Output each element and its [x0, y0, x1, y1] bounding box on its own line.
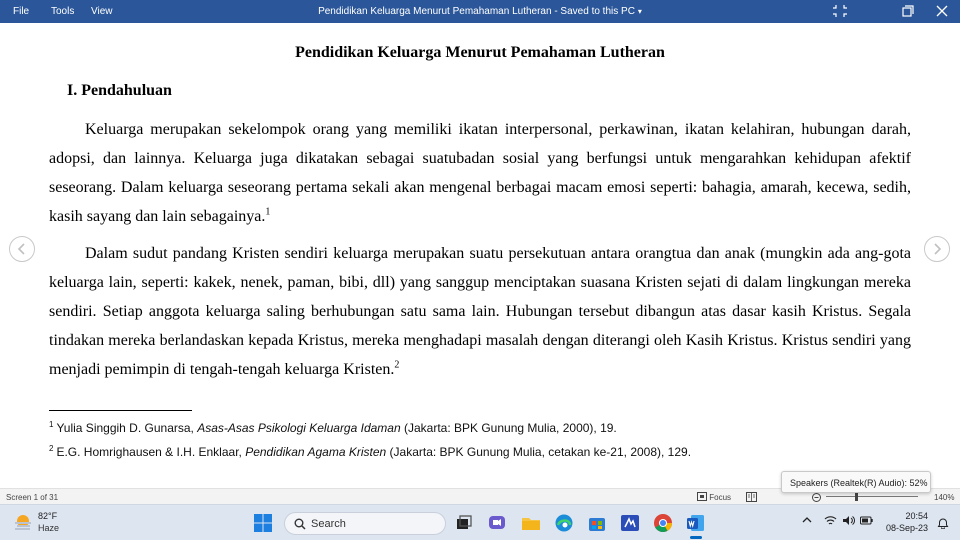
- read-mode-icon[interactable]: [746, 492, 757, 502]
- zoom-out-icon[interactable]: [812, 493, 821, 502]
- footnote-ref-1[interactable]: 1: [265, 206, 271, 218]
- task-view-button[interactable]: [454, 513, 474, 533]
- chat-icon: [487, 513, 507, 533]
- footnote-1: [49, 420, 617, 435]
- edge-browser-button[interactable]: [554, 513, 574, 533]
- paragraph-2: [49, 239, 911, 384]
- clock-time: 20:54: [905, 511, 928, 521]
- start-button[interactable]: [253, 513, 273, 533]
- footnote-book-title: Pendidikan Agama Kristen: [245, 445, 387, 459]
- chevron-up-icon[interactable]: [802, 515, 812, 525]
- app-button[interactable]: [620, 513, 640, 533]
- footnote-ref-2[interactable]: 2: [394, 359, 400, 371]
- zoom-slider[interactable]: [826, 496, 918, 497]
- page-title: Pendidikan Keluarga Menurut Pemahaman Lutheran: [295, 44, 665, 61]
- speaker-icon[interactable]: [842, 515, 855, 526]
- focus-button[interactable]: [697, 492, 731, 502]
- zoom-level[interactable]: 140%: [934, 493, 955, 502]
- chrome-button[interactable]: [653, 513, 673, 533]
- exit-fullscreen-button[interactable]: [832, 3, 848, 19]
- windows-logo-icon: [253, 513, 273, 533]
- app-icon: [620, 513, 640, 533]
- close-button[interactable]: [934, 3, 950, 19]
- clock-date: 08-Sep-23: [885, 523, 928, 533]
- menu-tools[interactable]: Tools: [51, 6, 75, 17]
- previous-screen-button[interactable]: [9, 236, 35, 262]
- footnote-publication: (Jakarta: BPK Gunung Mulia, 2000), 19.: [400, 421, 617, 435]
- store-button[interactable]: [587, 513, 607, 533]
- focus-label: Focus: [709, 493, 732, 502]
- folder-icon: [521, 513, 541, 533]
- footnote-separator: [49, 410, 192, 411]
- restore-icon: [900, 3, 916, 19]
- paragraph-1: [49, 115, 911, 231]
- collapse-icon: [832, 3, 848, 19]
- paragraph-1-text: Keluarga merupakan sekelompok orang yang memiliki ikatan interpersonal, perkawinan, ikatan kelahiran, hubungan darah, adopsi, dan lainnya. Keluarga juga dikatakan sebagai suatubadan sosial yang berfungsi untuk mengarahkan kehidupan afektif seseorang. Dalam keluarga seseorang pertama sekali akan mengenal berbagai macam emosi seperti: bahagia, amarah, kecewa, sedih, kasih sayang dan lain sebagainya.: [49, 121, 911, 225]
- footnote-book-title: Asas-Asas Psikologi Keluarga Idaman: [197, 421, 401, 435]
- paragraph-2-text: Dalam sudut pandang Kristen sendiri keluarga merupakan suatu persekutuan antara orangtua dan anak (mungkin ada ang-gota keluarga lain, seperti: kakek, nenek, paman, bibi, dll) yang sanggup menciptakan suasana Kristen sejati di dalam lingkungan mereka sendiri. Setiap anggota keluarga saling berhubungan satu sama lain. Hubungan tersebut dibangun atas dasar kasih Kristus. Segala tindakan mereka berlandaskan kepada Kristus, mereka menghadapi masalah dengan diterangi oleh Kasih Kristus. Kristus sendiri yang menjadi pemimpin di tengah-tengah keluarga Kristen.: [49, 245, 911, 378]
- footnote-author: Yulia Singgih D. Gunarsa,: [56, 421, 198, 435]
- section-title: I. Pendahuluan: [67, 82, 172, 99]
- notifications-icon[interactable]: [937, 518, 949, 529]
- footnote-number: 2: [49, 444, 54, 453]
- task-view-icon: [454, 513, 474, 533]
- window-title[interactable]: [0, 6, 960, 17]
- footnote-2: [49, 444, 691, 459]
- wifi-icon[interactable]: [824, 515, 837, 526]
- weather-widget[interactable]: [12, 511, 60, 536]
- restore-button[interactable]: [900, 3, 916, 19]
- footnote-author: E.G. Homrighausen & I.H. Enklaar,: [56, 445, 246, 459]
- chevron-down-icon: ▾: [637, 7, 642, 16]
- next-screen-button[interactable]: [924, 236, 950, 262]
- close-icon: [934, 3, 950, 19]
- window-title-text: Pendidikan Keluarga Menurut Pemahaman Lutheran - Saved to this PC: [318, 6, 635, 17]
- weather-condition: Haze: [38, 523, 60, 533]
- weather-temperature: 82°F: [38, 511, 58, 521]
- taskbar: [0, 504, 960, 540]
- document-area[interactable]: [0, 23, 960, 488]
- zoom-slider-thumb[interactable]: [855, 492, 858, 501]
- active-app-indicator: [690, 536, 702, 539]
- word-icon: [686, 513, 706, 533]
- edge-icon: [554, 513, 574, 533]
- search-icon: [294, 518, 306, 530]
- sun-haze-icon: [12, 511, 34, 531]
- footnote-publication: (Jakarta: BPK Gunung Mulia, cetakan ke-21, 2008), 129.: [386, 445, 692, 459]
- word-button[interactable]: [686, 513, 706, 533]
- chat-app-button[interactable]: [487, 513, 507, 533]
- clock[interactable]: [880, 510, 928, 534]
- search-label: Search: [311, 518, 346, 530]
- chevron-right-icon: [932, 243, 942, 255]
- chevron-left-icon: [17, 243, 27, 255]
- volume-tooltip: Speakers (Realtek(R) Audio): 52%: [781, 471, 931, 493]
- menu-file[interactable]: File: [13, 6, 30, 17]
- chrome-icon: [653, 513, 673, 533]
- footnote-number: 1: [49, 420, 54, 429]
- file-explorer-button[interactable]: [521, 513, 541, 533]
- store-icon: [587, 513, 607, 533]
- focus-icon: [697, 492, 707, 501]
- menu-view[interactable]: View: [91, 6, 113, 17]
- taskbar-search[interactable]: [284, 512, 446, 535]
- screen-count: Screen 1 of 31: [6, 493, 59, 502]
- title-bar: [0, 0, 960, 23]
- battery-icon[interactable]: [860, 515, 873, 526]
